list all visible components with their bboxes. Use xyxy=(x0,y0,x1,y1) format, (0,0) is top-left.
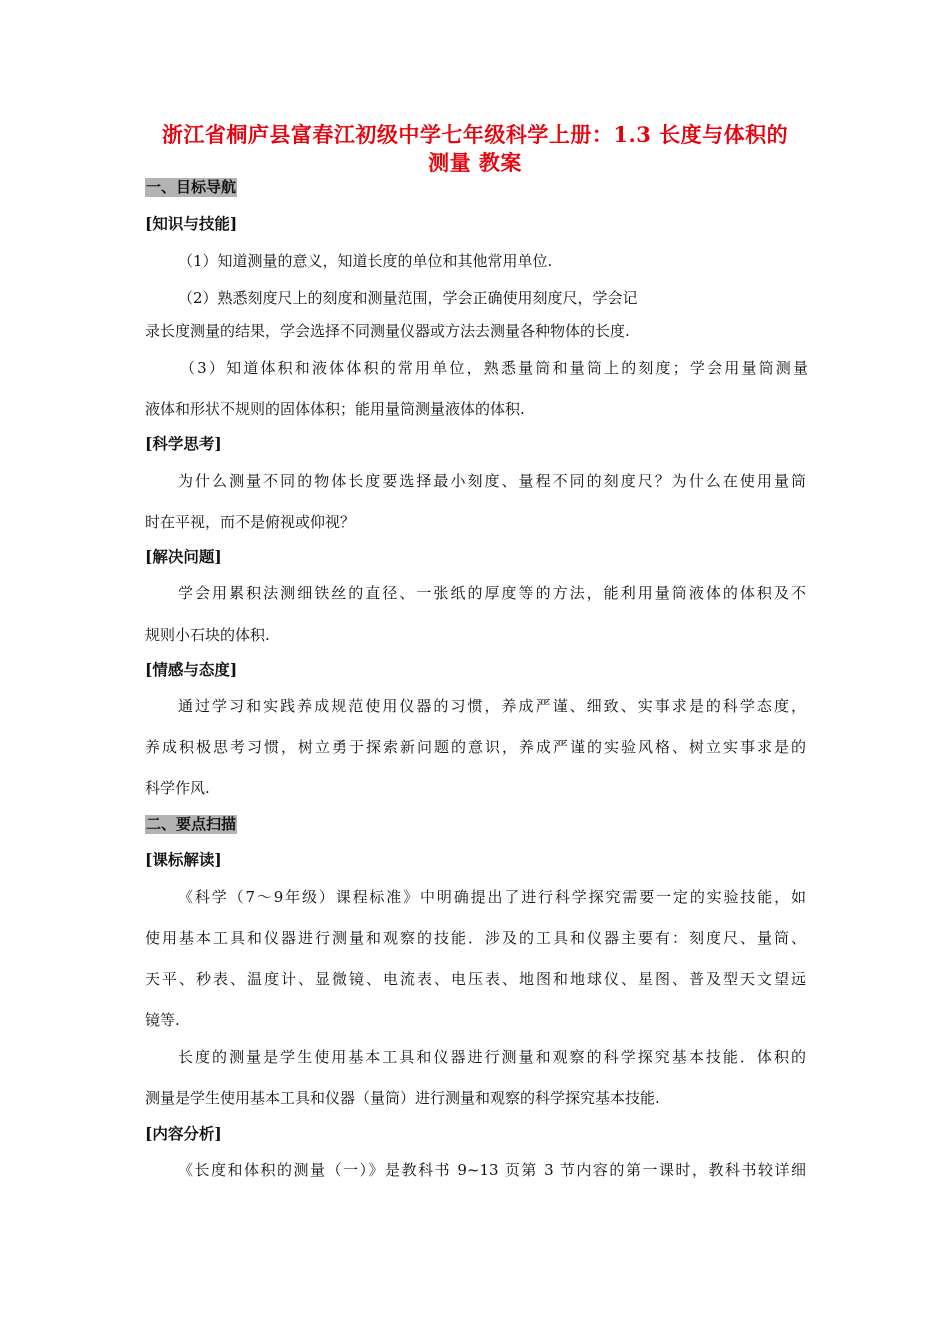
subheading-standard: [课标解读] xyxy=(145,850,222,869)
standard-p1-line-1: 《科学（7～9年级）课程标准》中明确提出了进行科学探究需要一定的实验技能，如 xyxy=(178,888,806,906)
knowledge-item-3-line-1: （3）知道体积和液体体积的常用单位，熟悉量筒和量筒上的刻度；学会用量筒测量 xyxy=(180,359,808,377)
attitude-line-3: 科学作风. xyxy=(145,779,210,797)
attitude-line-2: 养成积极思考习惯，树立勇于探索新问题的意识，养成严谨的实验风格、树立实事求是的 xyxy=(145,738,806,756)
document-title xyxy=(130,121,820,177)
knowledge-item-2-line-1: （2）熟悉刻度尺上的刻度和测量范围，学会正确使用刻度尺，学会记 xyxy=(178,289,638,307)
knowledge-item-2-line-2: 录长度测量的结果，学会选择不同测量仪器或方法去测量各种物体的长度. xyxy=(145,322,630,340)
subheading-problem: [解决问题] xyxy=(145,547,222,566)
thinking-line-1: 为什么测量不同的物体长度要选择最小刻度、量程不同的刻度尺？为什么在使用量筒 xyxy=(178,472,806,490)
standard-p1-line-2: 使用基本工具和仪器进行测量和观察的技能．涉及的工具和仪器主要有：刻度尺、量筒、 xyxy=(145,929,806,947)
section-heading-goals: 一、目标导航 xyxy=(146,178,237,196)
subheading-content: [内容分析] xyxy=(145,1124,222,1143)
attitude-line-1: 通过学习和实践养成规范使用仪器的习惯，养成严谨、细致、实事求是的科学态度， xyxy=(178,697,806,715)
problem-line-1: 学会用累积法测细铁丝的直径、一张纸的厚度等的方法，能利用量筒液体的体积及不 xyxy=(178,584,806,602)
knowledge-item-1: （1）知道测量的意义，知道长度的单位和其他常用单位. xyxy=(178,252,553,270)
subheading-attitude: [情感与态度] xyxy=(145,660,238,679)
section-heading-keypoints: 二、要点扫描 xyxy=(146,815,237,833)
thinking-line-2: 时在平视，而不是俯视或仰视？ xyxy=(145,513,356,531)
title-line-2: 测量 教案 xyxy=(428,150,522,175)
problem-line-2: 规则小石块的体积. xyxy=(145,626,270,644)
standard-p2-line-1: 长度的测量是学生使用基本工具和仪器进行测量和观察的科学探究基本技能．体积的 xyxy=(178,1048,806,1066)
subheading-knowledge: [知识与技能] xyxy=(145,214,238,233)
standard-p2-line-2: 测量是学生使用基本工具和仪器（量筒）进行测量和观察的科学探究基本技能. xyxy=(145,1089,660,1107)
title-line-1: 浙江省桐庐县富春江初级中学七年级科学上册：1.3 长度与体积的 xyxy=(161,122,789,147)
standard-p1-line-4: 镜等. xyxy=(145,1011,180,1029)
content-line-1: 《长度和体积的测量（一）》是教科书 9~13 页第 3 节内容的第一课时，教科书较详细 xyxy=(178,1161,806,1179)
subheading-thinking: [科学思考] xyxy=(145,434,222,453)
standard-p1-line-3: 天平、秒表、温度计、显微镜、电流表、电压表、地图和地球仪、星图、普及型天文望远 xyxy=(145,970,806,988)
knowledge-item-3-line-2: 液体和形状不规则的固体体积；能用量筒测量液体的体积. xyxy=(145,400,525,418)
